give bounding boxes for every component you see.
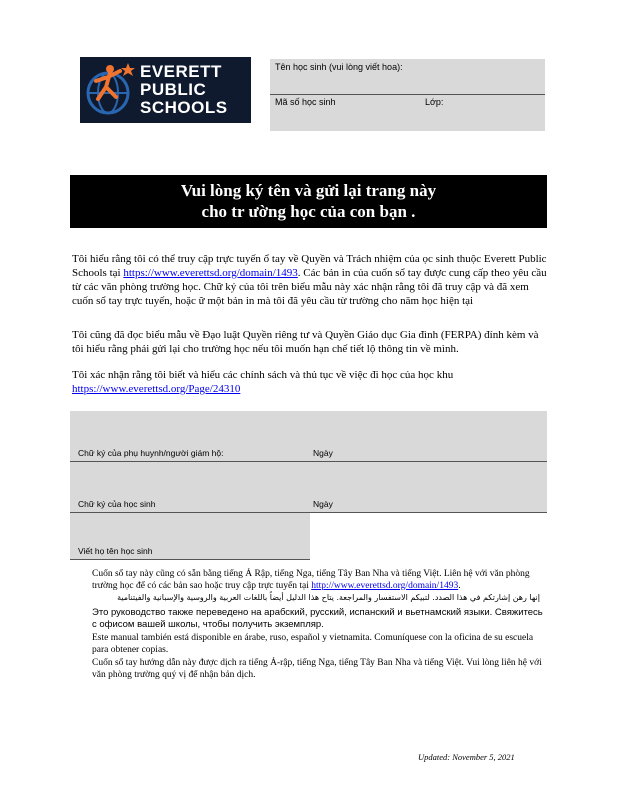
note3-text: Este manual también está disponible en árabe, ruso, español y vietnamita. Comuníquese con la oficina de su escuela para obtener copias. xyxy=(92,633,534,655)
student-id-label: Mã số học sinh xyxy=(275,97,336,107)
note-vietnamese-2 xyxy=(80,657,550,681)
note1-text: Cuốn sổ tay này cũng có sẵn bằng tiếng Ả Rập, tiếng Nga, tiếng Tây Ban Nha và tiếng Việt. Liên hệ với văn phòng trường học để có các bản sao hoặc truy cập trực tuyến tại xyxy=(92,569,530,591)
note1-end: . xyxy=(458,581,461,591)
class-label: Lớp: xyxy=(425,97,444,107)
handbook-paragraph xyxy=(72,252,550,308)
student-info-box[interactable] xyxy=(270,59,545,131)
handbook-link[interactable]: https://www.everettsd.org/domain/1493 xyxy=(123,267,298,279)
print-name-label: Viết họ tên học sinh xyxy=(78,546,153,556)
everett-public-schools-logo xyxy=(80,57,251,123)
attendance-link[interactable]: https://www.everettsd.org/Page/24310 xyxy=(72,383,241,395)
logo-line-2: PUBLIC xyxy=(140,80,207,99)
info-divider xyxy=(270,94,545,95)
note-russian xyxy=(80,607,550,631)
ferpa-text: Tôi cũng đã đọc biểu mẫu về Đạo luật Quyền riêng tư và Quyền Giáo dục Gia đình (FERPA) đính kèm và tôi hiểu rằng phải gửi lại cho trường học nếu tôi muốn hạn chế tiết lộ thông tin về mình. xyxy=(72,329,539,355)
translation-notes xyxy=(80,568,550,682)
note-spanish xyxy=(80,632,550,656)
handbook-text-after: . Các bản in của cuốn sổ tay được cung cấp theo yêu cầu từ các văn phòng trường học. Chữ ký của tôi trên biểu mẫu này xác nhận rằng tôi đã truy cập và đã xem cuốn sổ tay trực tuyến, hoặc ữ một bản in mà tôi đã yêu cầu từ trường cho năm học hiện tại xyxy=(72,267,547,307)
note2-text: Это руководство также переведено на арабский, русский, испанский и вьетнамский языки. Свяжитесь с офисом вашей школы, чтобы получить экземпляр. xyxy=(92,607,543,630)
logo-line-3: SCHOOLS xyxy=(140,98,228,117)
student-date-label: Ngày xyxy=(313,499,333,509)
signature-section xyxy=(70,411,547,559)
note4-text: Cuốn sổ tay hướng dẫn này được dịch ra tiếng Ả-rập, tiếng Nga, tiếng Tây Ban Nha và tiếng Việt. Vui lòng liên hệ với văn phòng trường quý vị để nhận bản dịch. xyxy=(92,658,542,680)
attendance-text: Tôi xác nhận rằng tôi biết và hiểu các chính sách và thủ tục về việc đi học của học khu xyxy=(72,369,454,381)
parent-signature-label: Chữ ký của phụ huynh/người giám hộ: xyxy=(78,448,224,458)
ferpa-paragraph xyxy=(72,328,550,356)
logo-line-1: EVERETT xyxy=(140,62,222,81)
banner-line-1: Vui lòng ký tên và gửi lại trang này xyxy=(180,181,437,200)
print-name-field[interactable] xyxy=(70,513,310,560)
note1-link[interactable]: http://www.everettsd.org/domain/1493 xyxy=(311,581,459,591)
instruction-banner xyxy=(70,175,547,228)
handbook-text: Tôi hiểu rằng tôi có thể truy cập trực tuyến ổ tay về Quyền và Trách nhiệm của ọc sinh thuộc Everett Public Schools tại xyxy=(72,253,547,279)
student-name-label: Tên học sinh (vui lòng viết hoa): xyxy=(275,62,403,72)
student-signature-label: Chữ ký của học sinh xyxy=(78,499,156,509)
note-vietnamese-1 xyxy=(80,568,550,606)
parent-date-label: Ngày xyxy=(313,448,333,458)
banner-line-2: cho tr ường học của con bạn . xyxy=(201,202,416,221)
attendance-paragraph xyxy=(72,368,550,396)
globe-runner-icon xyxy=(80,57,140,123)
parent-signature-field[interactable] xyxy=(70,411,547,462)
updated-date: Updated: November 5, 2021 xyxy=(418,752,515,762)
note1-arabic: إنها رهن إشارتكم في هذا الصدد. لتبيكم الاستفسار والمراجعة. يتاح هذا الدليل أيضاً باللغات العربية والروسية والإسبانية والفيتنامية xyxy=(117,593,540,602)
student-signature-field[interactable] xyxy=(70,462,547,513)
